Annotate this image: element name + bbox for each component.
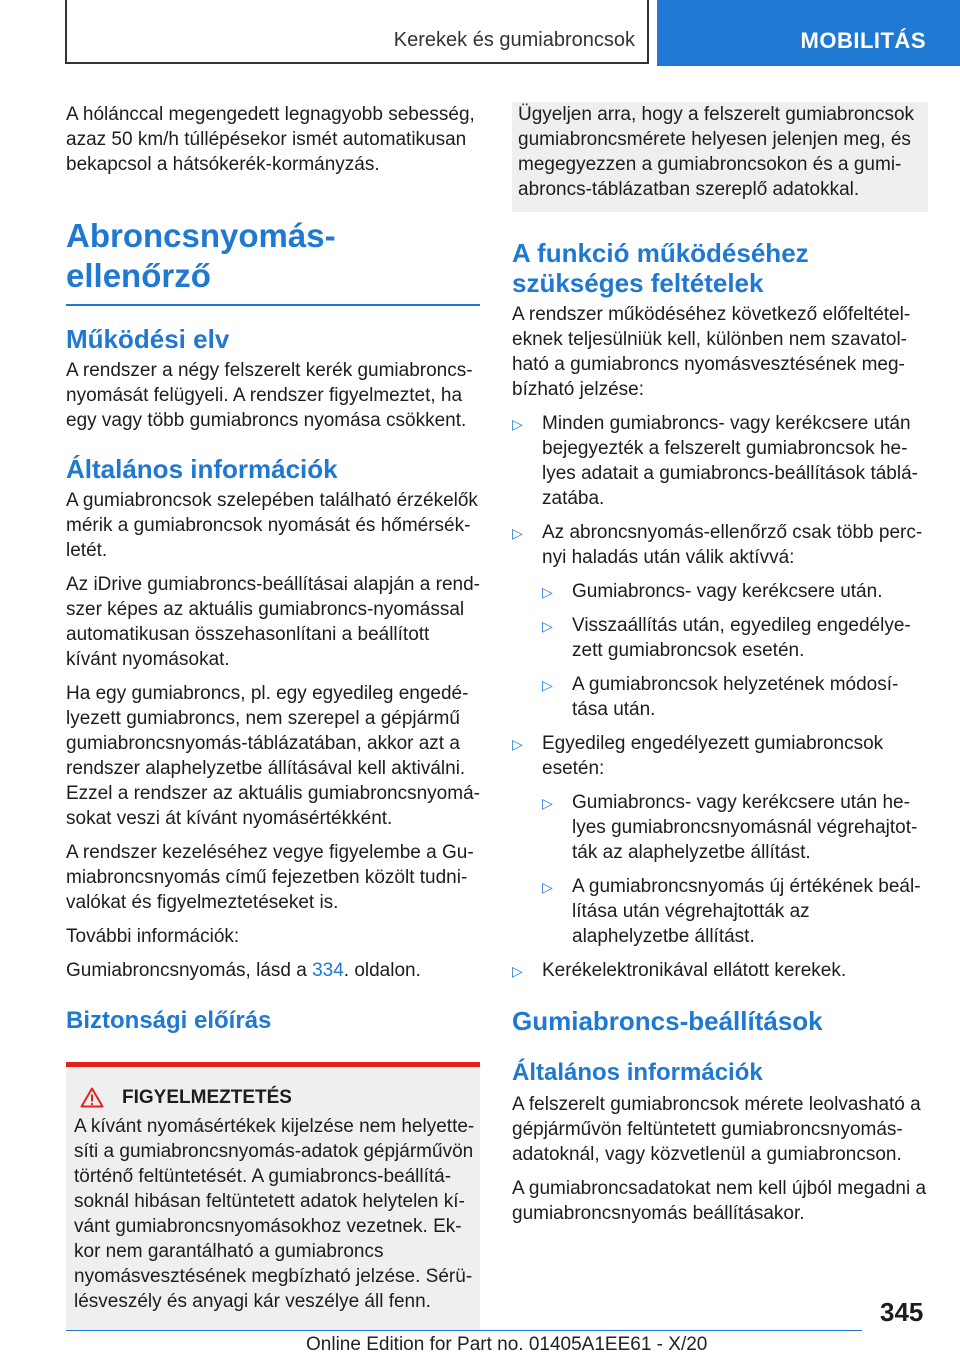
triangle-right-bullet-icon: ▷ xyxy=(542,795,553,811)
list-item-text: A gumiabroncsnyomás új értékének beál-lítása után végrehajtották az alaphelyzetbe állítást. xyxy=(572,876,921,947)
paragraph: A rendszer kezeléséhez vegye figyelembe a Gu-miabroncsnyomás című fejezetben közölt tudni-valókat és figyelmeztetéseket is. xyxy=(66,842,474,913)
triangle-right-bullet-icon: ▷ xyxy=(512,736,523,752)
cross-reference-text: Gumiabroncsnyomás, lásd a xyxy=(66,960,313,981)
paragraph: A felszerelt gumiabroncsok mérete leolvasható a gépjárművön feltüntetett gumiabroncsnyomás-adatoknál, vagy közvetlenül a gumiabroncson. xyxy=(512,1094,921,1165)
info-box xyxy=(512,102,928,212)
triangle-right-bullet-icon: ▷ xyxy=(542,584,553,600)
section-title-altalanos-informaciok-2: Általános információk xyxy=(512,1059,763,1086)
section-title-feltetelek: A funkció működéséhez szükséges feltételek xyxy=(512,238,809,298)
list-item xyxy=(512,731,928,781)
header-section-tab xyxy=(657,0,960,66)
list-item-text: Az abroncsnyomás-ellenőrző csak több perc-nyi haladás után válik aktívvá: xyxy=(542,522,923,568)
list-item-text: Minden gumiabroncs- vagy kerékcsere után bejegyezték a felszerelt gumiabroncsok he-lyes adatait a gumiabroncs-beállítások táblá-zatába. xyxy=(542,413,918,509)
triangle-right-bullet-icon: ▷ xyxy=(512,963,523,979)
info-box-text: Ügyeljen arra, hogy a felszerelt gumiabroncsok gumiabroncsmérete helyesen jelenjen meg, és megegyezzen a gumiabroncsokon és a gumi-abroncs-táblázatban szereplő adatokkal. xyxy=(518,104,915,200)
paragraph: További információk: xyxy=(66,926,240,947)
warning-text: A kívánt nyomásértékek kijelzése nem helyette-síti a gumiabroncsnyomás-adatok gépjárművön történő feltüntetését. A gumiabroncs-beállítá-soknál hibásan feltüntetett adatok helytelen kí-vánt gumiabroncsnyomásokhoz vezetnek. Ek-kor nem garantálható a gumiabroncs nyomásvesztésének megbízható jelzése. Sérü-lésveszély és anyagi kár veszélye áll fenn. xyxy=(74,1116,475,1312)
sub-list-item xyxy=(512,579,928,604)
sub-list-item xyxy=(512,874,928,949)
list-item xyxy=(512,411,928,511)
triangle-right-bullet-icon: ▷ xyxy=(542,879,553,895)
section-title-biztonsagi-eloiras: Biztonsági előírás xyxy=(66,1007,272,1034)
triangle-right-bullet-icon: ▷ xyxy=(512,416,523,432)
warning-triangle-icon xyxy=(80,1087,104,1108)
cross-reference-suffix: . oldalon. xyxy=(343,960,421,981)
list-item xyxy=(512,520,928,570)
warning-title: FIGYELMEZTETÉS xyxy=(122,1087,292,1108)
list-item-text: Egyedileg engedélyezett gumiabroncsok esetén: xyxy=(542,733,884,779)
paragraph: A rendszer a négy felszerelt kerék gumiabroncs-nyomását felügyeli. A rendszer figyelmeztet, ha egy vagy több gumiabroncs nyomása csökkent. xyxy=(66,360,473,431)
list-item-text: Kerékelektronikával ellátott kerekek. xyxy=(542,960,847,981)
page-link-334[interactable]: 334 xyxy=(312,960,344,981)
intro-paragraph: A hólánccal megengedett legnagyobb sebesség, azaz 50 km/h túllépésekor ismét automatikusan bekapcsol a hátsókerék-kormányzás. xyxy=(66,104,475,175)
paragraph: A gumiabroncsadatokat nem kell újból megadni a gumiabroncsnyomás beállításakor. xyxy=(512,1178,927,1224)
warning-header xyxy=(74,1085,476,1110)
paragraph: Az iDrive gumiabroncs-beállításai alapján a rend-szer képes az aktuális gumiabroncs-nyomással automatikusan összehasonlítani a beállított kívánt nyomásokat. xyxy=(66,574,480,670)
header-title-box xyxy=(65,0,649,64)
page-number: 345 xyxy=(880,1297,924,1327)
paragraph: Ha egy gumiabroncs, pl. egy egyedileg engedé-lyezett gumiabroncs, nem szerepel a gépjármű gumiabroncsnyomás-táblázatában, akkor azt a rendszer alaphelyzetbe állításával kell aktiválni. Ezzel a rendszer az aktuális gumiabroncsnyomá-sokat veszi át kívánt nyomásértékként. xyxy=(66,683,480,829)
sub-list-item xyxy=(512,672,928,722)
footer-rule xyxy=(66,1330,862,1331)
list-item-text: Gumiabroncs- vagy kerékcsere után he-lyes gumiabroncsnyomásnál végrehajtot-ták az alaphelyzetbe állítást. xyxy=(572,792,918,863)
section-title-gumiabroncs-beallitasok: Gumiabroncs-beállítások xyxy=(512,1006,823,1036)
list-item-text: Visszaállítás után, egyedileg engedélye-zett gumiabroncsok esetén. xyxy=(572,615,911,661)
left-column xyxy=(66,102,480,1331)
triangle-right-bullet-icon: ▷ xyxy=(542,618,553,634)
sub-list-item xyxy=(512,790,928,865)
list-item-text: A gumiabroncsok helyzetének módosí-tása után. xyxy=(572,674,899,720)
header-section-label: MOBILITÁS xyxy=(800,28,926,53)
paragraph: A gumiabroncsok szelepében található érzékelők mérik a gumiabroncsok nyomását és hőmérsék-letét. xyxy=(66,490,478,561)
section-title-altalanos-informaciok: Általános információk xyxy=(66,454,338,484)
heading-rule xyxy=(66,304,480,306)
list-item xyxy=(512,958,928,983)
triangle-right-bullet-icon: ▷ xyxy=(542,677,553,693)
footer-edition: Online Edition for Part no. 01405A1EE61 - X/20 xyxy=(306,1334,708,1355)
triangle-right-bullet-icon: ▷ xyxy=(512,525,523,541)
main-heading: Abroncsnyomás-ellenőrző xyxy=(66,217,336,294)
list-item-text: Gumiabroncs- vagy kerékcsere után. xyxy=(572,581,883,602)
sub-list-item xyxy=(512,613,928,663)
paragraph: A rendszer működéséhez következő előfeltétel-eknek teljesülniük kell, különben nem szavatol-ható a gumiabroncs nyomásvesztésének meg-bízható jelzése: xyxy=(512,304,911,400)
header-title: Kerekek és gumiabroncsok xyxy=(393,29,635,51)
right-column xyxy=(512,102,928,1235)
warning-box xyxy=(66,1067,480,1331)
cross-reference-paragraph xyxy=(66,958,480,983)
section-title-mukodesi-elv: Működési elv xyxy=(66,324,230,354)
